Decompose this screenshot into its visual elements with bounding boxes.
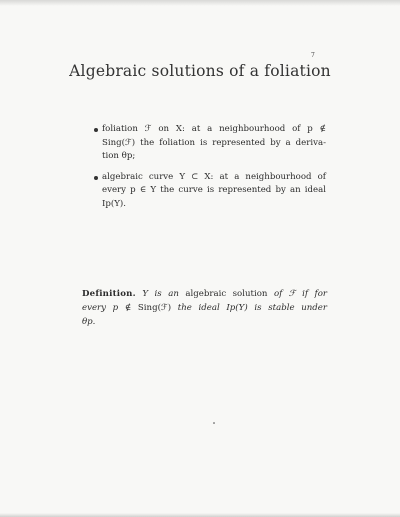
scan-speck — [213, 422, 215, 424]
definition-term: Definition. — [82, 289, 136, 299]
definition-block — [82, 288, 327, 329]
definition-text: Y is an — [142, 289, 179, 299]
definition-text: every p ∉ — [82, 302, 132, 313]
definition-line — [82, 288, 327, 302]
bullet-list — [102, 123, 326, 218]
bullet-item-foliation — [102, 123, 326, 164]
bullet-line: every p ∈ Y the curve is represented by an ideal — [102, 185, 326, 195]
bullet-item-algebraic-curve — [102, 171, 326, 212]
bullet-line: Sing(ℱ) the foliation is represented by a deriva- — [102, 137, 326, 148]
definition-line — [82, 302, 327, 316]
bullet-line: foliation ℱ on X: at a neighbourhood of p ∉ — [102, 124, 326, 134]
definition-keyword: algebraic solution — [185, 289, 268, 299]
bullet-line: algebraic curve Y ⊂ X: at a neighbourhood of — [102, 171, 326, 182]
definition-text: the ideal Ip(Y) is stable under — [177, 302, 327, 313]
page-title: Algebraic solutions of a foliation — [69, 62, 331, 80]
bullet-line: tion θp; — [102, 151, 136, 161]
bullet-dot-icon — [94, 176, 98, 180]
definition-text: of ℱ if for — [273, 289, 327, 299]
definition-line: θp. — [82, 316, 96, 327]
scan-bottom-edge — [0, 513, 400, 517]
bullet-line: Ip(Y). — [102, 198, 127, 209]
scan-top-edge — [0, 0, 400, 6]
page-number: 7 — [311, 52, 315, 59]
bullet-dot-icon — [94, 128, 98, 132]
definition-sing: Sing(ℱ) — [137, 302, 172, 313]
